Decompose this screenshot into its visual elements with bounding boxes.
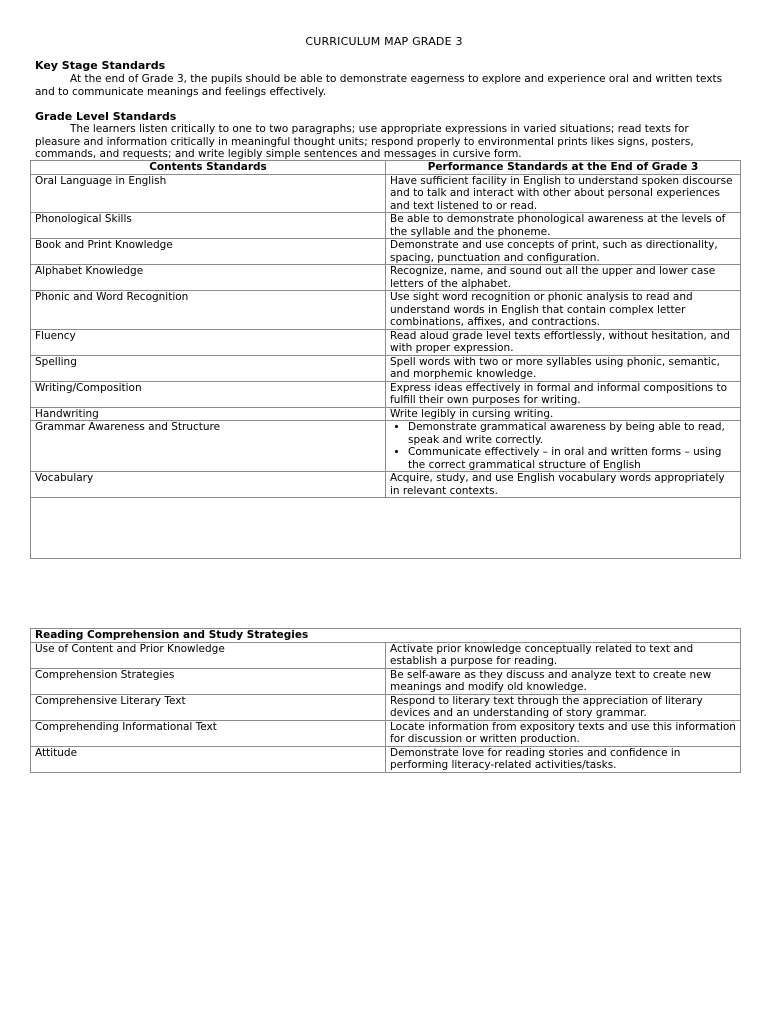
- standards-table: [30, 160, 741, 559]
- key-stage-heading: Key Stage Standards: [35, 59, 166, 72]
- content-standard-cell: Phonological Skills: [31, 213, 386, 239]
- table-row: [31, 239, 741, 265]
- content-standard-cell: Use of Content and Prior Knowledge: [31, 642, 386, 668]
- bullet-list: [390, 421, 736, 471]
- performance-standard-cell: Respond to literary text through the appreciation of literary devices and an understanding of story grammar.: [386, 694, 741, 720]
- table-row: [31, 642, 741, 668]
- table-row: [31, 213, 741, 239]
- empty-cell: [31, 498, 741, 559]
- performance-standard-cell: Demonstrate love for reading stories and confidence in performing literacy-related activities/tasks.: [386, 746, 741, 772]
- table-row: [31, 329, 741, 355]
- performance-standard-cell: Activate prior knowledge conceptually related to text and establish a purpose for reading.: [386, 642, 741, 668]
- performance-standard-cell: Acquire, study, and use English vocabulary words appropriately in relevant contexts.: [386, 472, 741, 498]
- performance-standard-cell: [386, 421, 741, 472]
- performance-standard-cell: Locate information from expository texts and use this information for discussion or written production.: [386, 720, 741, 746]
- content-standard-cell: Book and Print Knowledge: [31, 239, 386, 265]
- performance-standard-cell: Use sight word recognition or phonic analysis to read and understand words in English that contain complex letter combinations, affixes, and contractions.: [386, 291, 741, 330]
- table-header-row: [31, 161, 741, 175]
- table-row: [31, 407, 741, 421]
- key-stage-paragraph: [35, 73, 737, 98]
- performance-standard-cell: Demonstrate and use concepts of print, such as directionality, spacing, punctuation and configuration.: [386, 239, 741, 265]
- grade-level-heading: Grade Level Standards: [35, 110, 177, 123]
- table-row: [31, 421, 741, 472]
- performance-standard-cell: Have sufficient facility in English to understand spoken discourse and to talk and interact with other about personal experiences and text listened to or read.: [386, 174, 741, 213]
- performance-standard-cell: Express ideas effectively in formal and informal compositions to fulfill their own purposes for writing.: [386, 381, 741, 407]
- grade-level-paragraph: [35, 123, 737, 161]
- reading-table: [30, 628, 741, 773]
- content-standard-cell: Spelling: [31, 355, 386, 381]
- content-standard-cell: Attitude: [31, 746, 386, 772]
- table-row: [31, 265, 741, 291]
- list-item: • Demonstrate grammatical awareness by being able to read, speak and write correctly.: [408, 421, 736, 446]
- table-row: [31, 355, 741, 381]
- key-stage-text: At the end of Grade 3, the pupils should be able to demonstrate eagerness to explore and experience oral and written texts and to communicate meanings and feelings effectively.: [35, 73, 723, 98]
- section-header-cell: Reading Comprehension and Study Strategies: [31, 629, 741, 643]
- content-standard-cell: Comprehending Informational Text: [31, 720, 386, 746]
- table-row: [31, 746, 741, 772]
- table-row: [31, 720, 741, 746]
- performance-standard-cell: Be self-aware as they discuss and analyze text to create new meanings and modify old knowledge.: [386, 668, 741, 694]
- list-item: • Communicate effectively – in oral and written forms – using the correct grammatical structure of English: [408, 446, 736, 471]
- content-standard-cell: Writing/Composition: [31, 381, 386, 407]
- content-standard-cell: Comprehensive Literary Text: [31, 694, 386, 720]
- table-section-header-row: [31, 629, 741, 643]
- performance-standard-cell: Read aloud grade level texts effortlessly, without hesitation, and with proper expression.: [386, 329, 741, 355]
- content-standard-cell: Handwriting: [31, 407, 386, 421]
- table-row: [31, 381, 741, 407]
- content-standard-cell: Vocabulary: [31, 472, 386, 498]
- table-row: [31, 174, 741, 213]
- performance-standard-cell: Recognize, name, and sound out all the upper and lower case letters of the alphabet.: [386, 265, 741, 291]
- content-standard-cell: Alphabet Knowledge: [31, 265, 386, 291]
- content-standard-cell: Phonic and Word Recognition: [31, 291, 386, 330]
- column-header: Contents Standards: [31, 161, 386, 175]
- empty-table-row: [31, 498, 741, 559]
- page-title: CURRICULUM MAP GRADE 3: [305, 35, 463, 48]
- table-row: [31, 694, 741, 720]
- content-standard-cell: Oral Language in English: [31, 174, 386, 213]
- content-standard-cell: Comprehension Strategies: [31, 668, 386, 694]
- table-row: [31, 291, 741, 330]
- performance-standard-cell: Spell words with two or more syllables using phonic, semantic, and morphemic knowledge.: [386, 355, 741, 381]
- table-row: [31, 668, 741, 694]
- column-header: Performance Standards at the End of Grade 3: [386, 161, 741, 175]
- grade-level-text: The learners listen critically to one to two paragraphs; use appropriate expressions in varied situations; read texts for pleasure and information critically in meaningful thought units; respond properly to environmental prints likes signs, posters, commands, and requests; and write legibly simple sentences and messages in cursive form.: [35, 123, 694, 160]
- performance-standard-cell: Write legibly in cursing writing.: [386, 407, 741, 421]
- content-standard-cell: Fluency: [31, 329, 386, 355]
- table-row: [31, 472, 741, 498]
- content-standard-cell: Grammar Awareness and Structure: [31, 421, 386, 472]
- performance-standard-cell: Be able to demonstrate phonological awareness at the levels of the syllable and the phoneme.: [386, 213, 741, 239]
